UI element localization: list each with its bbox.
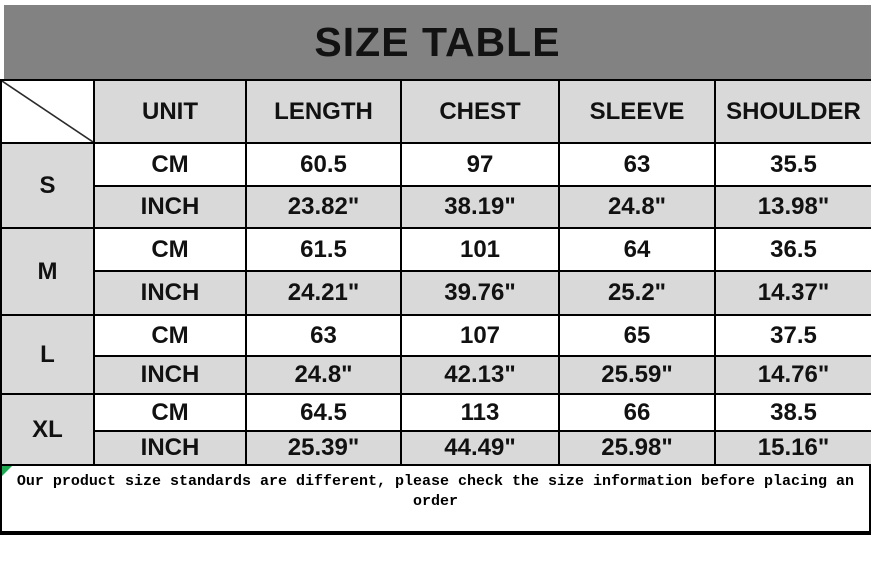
- cell-xl-cm-length: 64.5: [246, 394, 401, 431]
- unit-cell-cm: CM: [94, 394, 246, 431]
- cell-xl-cm-sleeve: 66: [559, 394, 715, 431]
- page-title: SIZE TABLE: [314, 18, 561, 65]
- table-row: [1, 143, 871, 186]
- table-row: [1, 315, 871, 356]
- unit-cell-cm: CM: [94, 228, 246, 271]
- size-note: [0, 466, 871, 535]
- diagonal-line-icon: [2, 81, 93, 142]
- table-row: [1, 431, 871, 465]
- table-row: [1, 356, 871, 394]
- cell-xl-inch-length: 25.39": [246, 431, 401, 465]
- cell-l-inch-shoulder: 14.76": [715, 356, 871, 394]
- cell-s-cm-chest: 97: [401, 143, 559, 186]
- col-header-sleeve: SLEEVE: [559, 80, 715, 143]
- cell-l-inch-length: 24.8": [246, 356, 401, 394]
- cell-s-inch-length: 23.82": [246, 186, 401, 228]
- cell-m-cm-shoulder: 36.5: [715, 228, 871, 271]
- cell-m-cm-chest: 101: [401, 228, 559, 271]
- unit-cell-inch: INCH: [94, 356, 246, 394]
- cell-m-inch-sleeve: 25.2": [559, 271, 715, 315]
- cell-xl-inch-sleeve: 25.98": [559, 431, 715, 465]
- cell-s-inch-shoulder: 13.98": [715, 186, 871, 228]
- cell-l-cm-sleeve: 65: [559, 315, 715, 356]
- diagonal-corner-cell: [1, 80, 94, 143]
- table-row: [1, 271, 871, 315]
- cell-xl-cm-shoulder: 38.5: [715, 394, 871, 431]
- cell-m-cm-length: 61.5: [246, 228, 401, 271]
- col-header-unit: UNIT: [94, 80, 246, 143]
- cell-m-inch-shoulder: 14.37": [715, 271, 871, 315]
- cell-l-inch-sleeve: 25.59": [559, 356, 715, 394]
- cell-s-cm-sleeve: 63: [559, 143, 715, 186]
- size-note-text: Our product size standards are different, please check the size information before placing an order: [16, 473, 855, 510]
- cell-l-cm-shoulder: 37.5: [715, 315, 871, 356]
- table-row: [1, 186, 871, 228]
- unit-cell-inch: INCH: [94, 431, 246, 465]
- cell-xl-inch-shoulder: 15.16": [715, 431, 871, 465]
- col-header-chest: CHEST: [401, 80, 559, 143]
- table-row: [1, 394, 871, 431]
- cell-s-cm-length: 60.5: [246, 143, 401, 186]
- title-bar: [4, 5, 871, 79]
- corner-marker-icon: [2, 466, 12, 476]
- size-table: [0, 79, 871, 466]
- cell-l-cm-chest: 107: [401, 315, 559, 356]
- unit-cell-cm: CM: [94, 143, 246, 186]
- unit-cell-cm: CM: [94, 315, 246, 356]
- cell-s-inch-chest: 38.19": [401, 186, 559, 228]
- cell-m-inch-length: 24.21": [246, 271, 401, 315]
- cell-l-inch-chest: 42.13": [401, 356, 559, 394]
- cell-s-cm-shoulder: 35.5: [715, 143, 871, 186]
- cell-xl-cm-chest: 113: [401, 394, 559, 431]
- unit-cell-inch: INCH: [94, 271, 246, 315]
- unit-cell-inch: INCH: [94, 186, 246, 228]
- cell-xl-inch-chest: 44.49": [401, 431, 559, 465]
- size-label-m: M: [1, 228, 94, 315]
- size-label-s: S: [1, 143, 94, 228]
- col-header-shoulder: SHOULDER: [715, 80, 871, 143]
- cell-m-inch-chest: 39.76": [401, 271, 559, 315]
- size-label-l: L: [1, 315, 94, 394]
- header-row: [1, 80, 871, 143]
- col-header-length: LENGTH: [246, 80, 401, 143]
- table-row: [1, 228, 871, 271]
- cell-s-inch-sleeve: 24.8": [559, 186, 715, 228]
- cell-l-cm-length: 63: [246, 315, 401, 356]
- cell-m-cm-sleeve: 64: [559, 228, 715, 271]
- size-label-xl: XL: [1, 394, 94, 465]
